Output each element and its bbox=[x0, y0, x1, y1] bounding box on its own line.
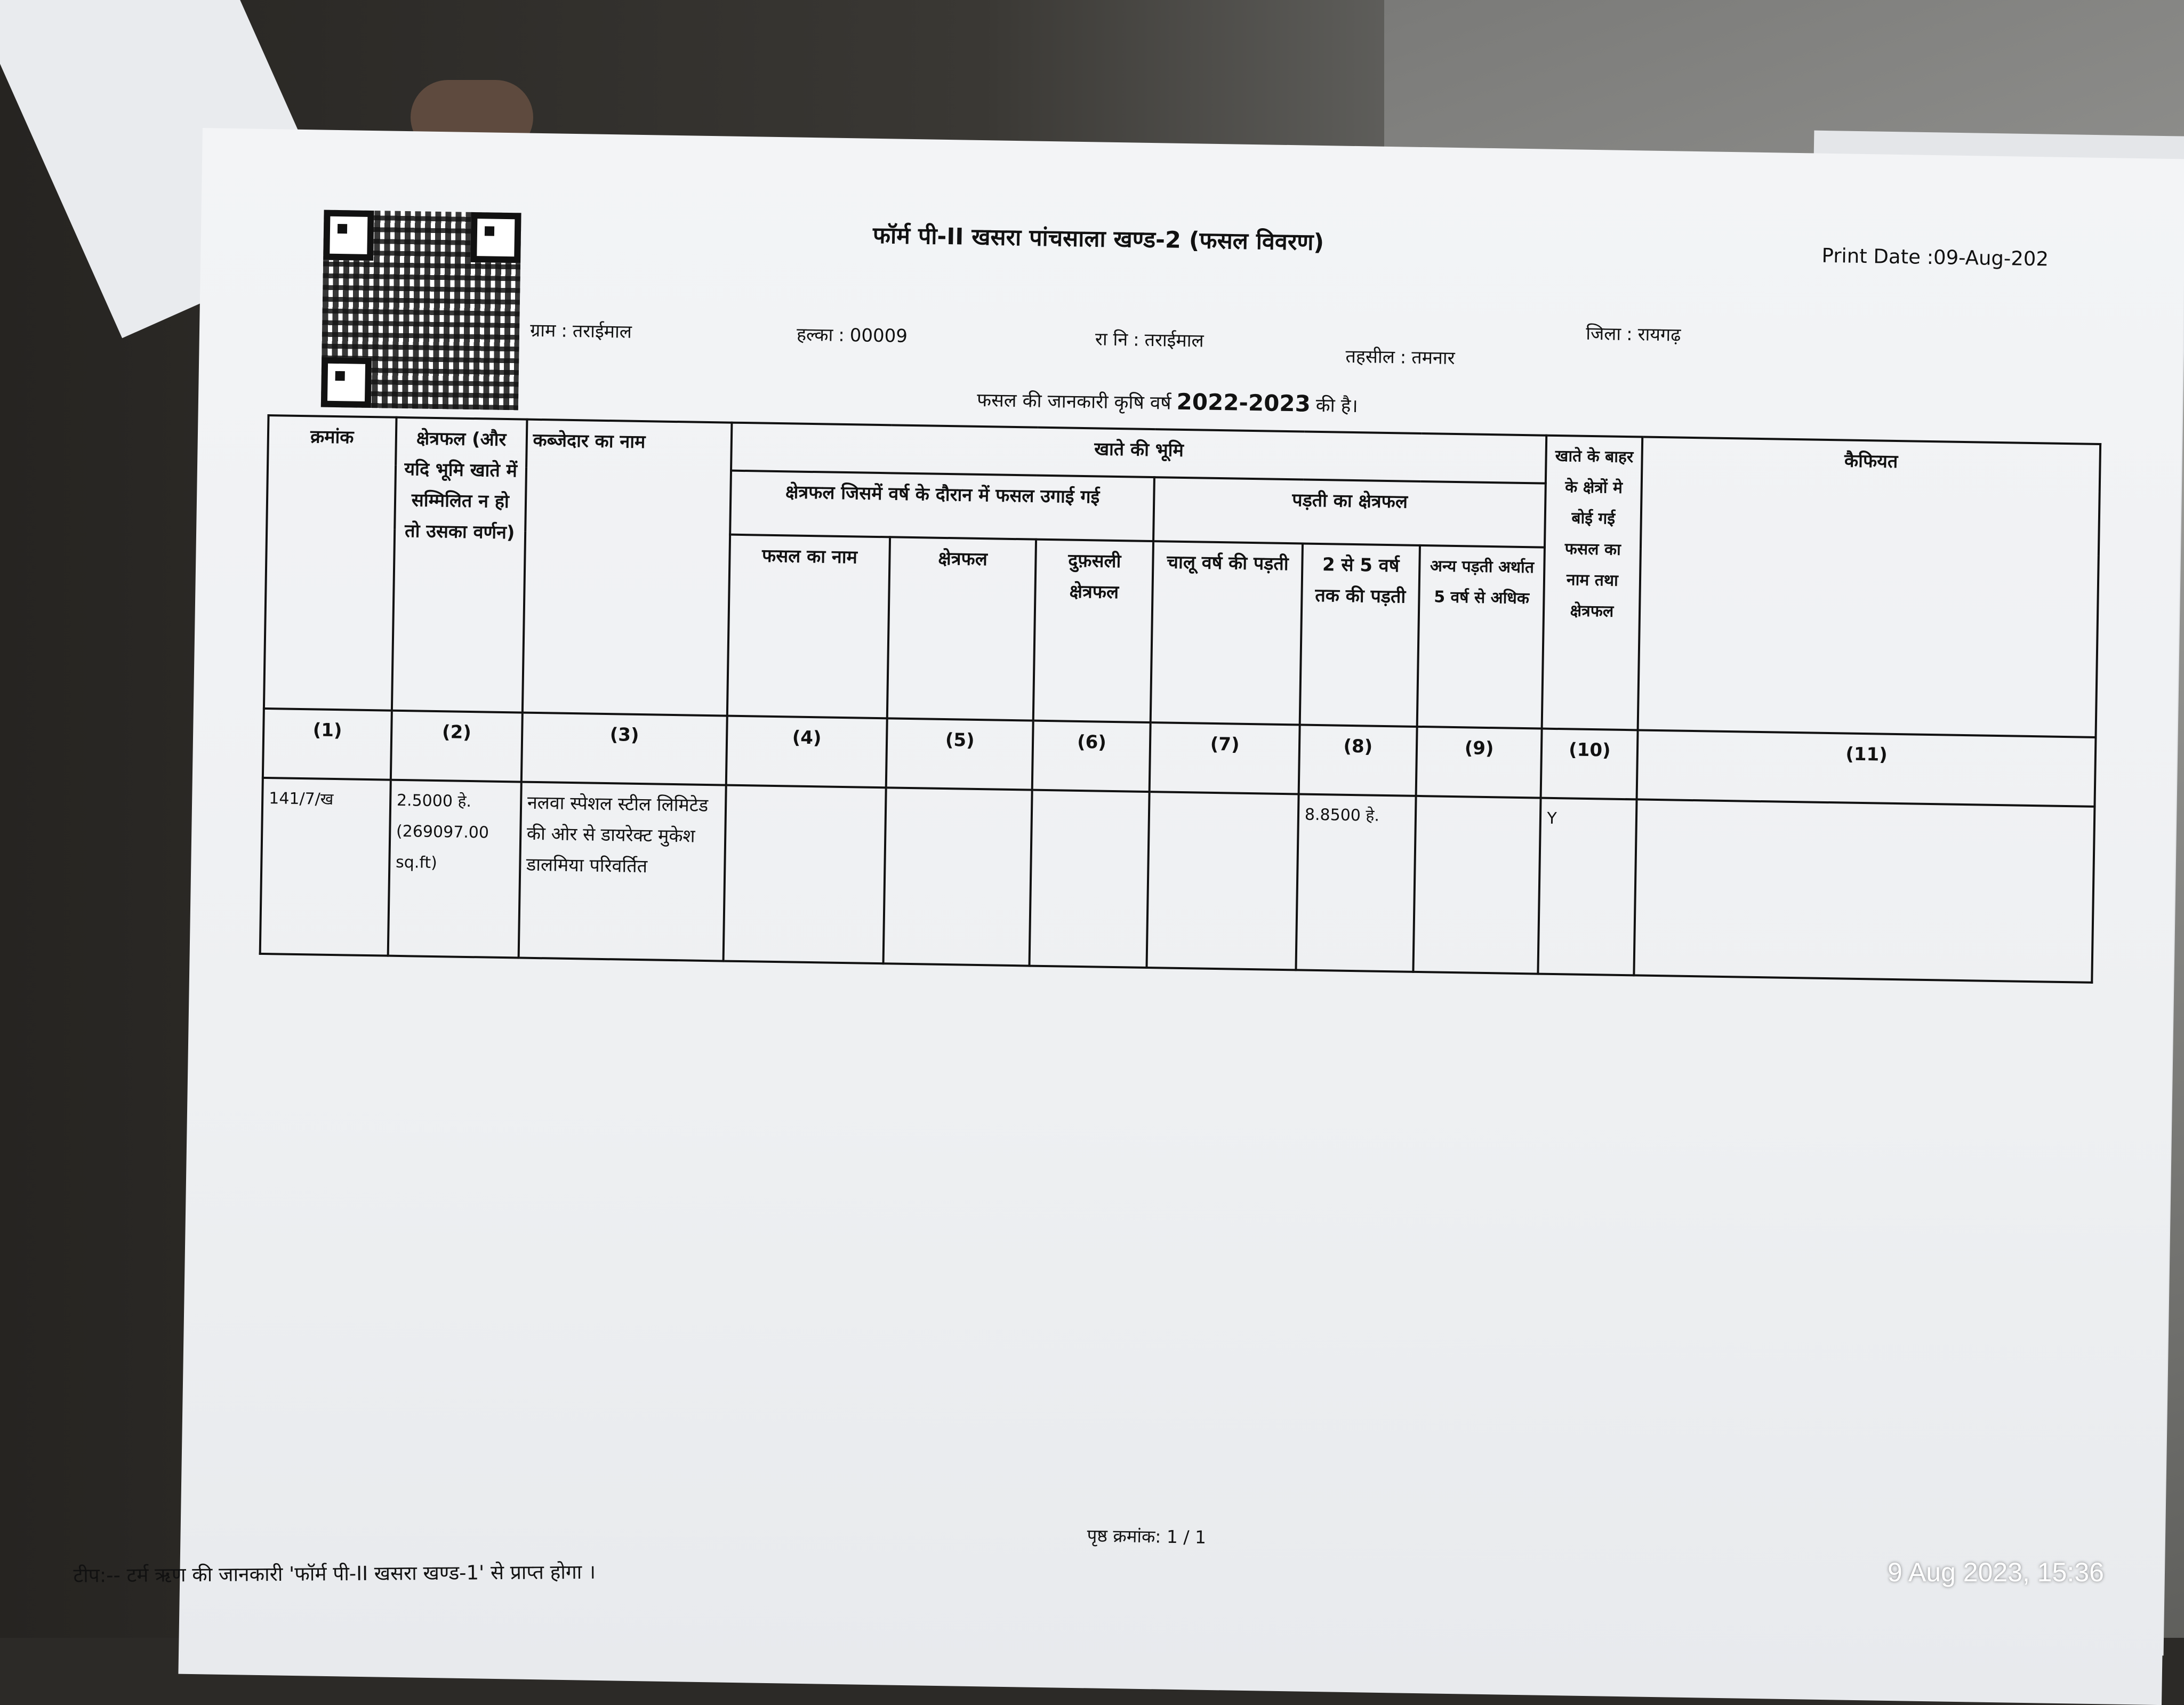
header-current-fallow: चालू वर्ष की पड़ती bbox=[1151, 541, 1303, 725]
header-other-fallow: अन्य पड़ती अर्थात 5 वर्ष से अधिक bbox=[1417, 545, 1545, 729]
tehsil-label: तहसील bbox=[1345, 345, 1395, 368]
header-double-crop: दुफ़सली क्षेत्रफल bbox=[1033, 540, 1153, 722]
halka-label: हल्का bbox=[796, 324, 833, 346]
column-number: (3) bbox=[521, 713, 727, 785]
header-holder: कब्जेदार का नाम bbox=[523, 420, 732, 716]
village-value: तराईमाल bbox=[572, 320, 632, 343]
cell-double-crop bbox=[1030, 790, 1150, 968]
column-number: (6) bbox=[1032, 721, 1151, 792]
tehsil-value: तमनार bbox=[1411, 347, 1455, 369]
qr-finder-icon bbox=[470, 212, 521, 263]
cell-remarks bbox=[1634, 799, 2095, 982]
document-title: फॉर्म पी-II खसरा पांचसाला खण्ड-2 (फसल विवरण) bbox=[872, 222, 1324, 256]
column-number: (11) bbox=[1637, 730, 2096, 806]
qr-code-icon bbox=[321, 210, 521, 411]
column-number: (5) bbox=[886, 718, 1034, 790]
village-info: ग्राम : तराईमाल bbox=[529, 319, 632, 343]
halka-info: हल्का : 00009 bbox=[796, 324, 908, 347]
qr-finder-icon bbox=[323, 210, 374, 261]
header-outside-khata: खाते के बाहर के क्षेत्रों मे बोई गई फसल का नाम तथा क्षेत्रफल bbox=[1542, 436, 1642, 730]
column-number: (7) bbox=[1150, 722, 1300, 794]
halka-value: 00009 bbox=[849, 325, 908, 347]
cell-fallow-2-5: 8.8500 हे. bbox=[1296, 794, 1416, 971]
column-number: (2) bbox=[391, 711, 523, 782]
header-serial: क्रमांक bbox=[264, 415, 396, 711]
revenue-circle-info: रा नि : तराईमाल bbox=[1095, 328, 1204, 352]
district-info: जिला : रायगढ़ bbox=[1585, 323, 1681, 346]
column-number: (9) bbox=[1416, 727, 1542, 798]
district-value: रायगढ़ bbox=[1637, 324, 1681, 346]
header-crop-name: फसल का नाम bbox=[727, 535, 890, 719]
revenue-circle-label: रा नि bbox=[1095, 328, 1128, 351]
crop-year-line bbox=[977, 385, 1358, 418]
crop-year-value: 2022-2023 bbox=[1176, 388, 1311, 417]
header-fallow-2-5: 2 से 5 वर्ष तक की पड़ती bbox=[1300, 543, 1420, 726]
header-khata-land: खाते की भूमि bbox=[731, 423, 1547, 484]
cell-area: 2.5000 हे. (269097.00 sq.ft) bbox=[388, 780, 521, 958]
column-number: (8) bbox=[1299, 725, 1417, 795]
column-number: (10) bbox=[1541, 729, 1638, 800]
header-fallow-area: पड़ती का क्षेत्रफल bbox=[1153, 477, 1546, 548]
district-label: जिला bbox=[1585, 323, 1621, 345]
column-number: (4) bbox=[726, 716, 887, 788]
photo-timestamp: 9 Aug 2023, 15:36 bbox=[1888, 1557, 2104, 1587]
column-number: (1) bbox=[263, 709, 392, 780]
revenue-circle-value: तराईमाल bbox=[1144, 329, 1204, 352]
cell-serial: 141/7/ख bbox=[260, 778, 391, 956]
print-date: Print Date :09-Aug-202 bbox=[1821, 244, 2049, 271]
header-area: क्षेत्रफल (और यदि भूमि खाते में सम्मिलित न हो तो उसका वर्णन) bbox=[392, 417, 527, 713]
village-label: ग्राम bbox=[529, 319, 556, 342]
cell-outside-khata: Y bbox=[1538, 798, 1637, 976]
qr-finder-icon bbox=[321, 357, 372, 408]
crop-year-prefix: फसल की जानकारी कृषि वर्ष bbox=[976, 389, 1171, 414]
cell-crop-name bbox=[724, 785, 886, 964]
page-number: पृष्ठ क्रमांक: 1 / 1 bbox=[1087, 1525, 1207, 1548]
cell-crop-area bbox=[883, 787, 1032, 966]
cell-other-fallow bbox=[1413, 796, 1541, 974]
crop-details-table bbox=[259, 414, 2102, 984]
header-crop-area: क्षेत्रफल bbox=[887, 537, 1037, 720]
footer-note: टीप:-- टर्म ऋण की जानकारी 'फॉर्म पी-II खसरा खण्ड-1' से प्राप्त होगा । bbox=[73, 1560, 596, 1587]
tehsil-info: तहसील : तमनार bbox=[1345, 345, 1455, 369]
header-remarks: कैफियत bbox=[1638, 437, 2100, 737]
cell-current-fallow bbox=[1147, 792, 1299, 970]
cell-holder: नलवा स्पेशल स्टील लिमिटेड की ओर से डायरेक्ट मुकेश डालमिया परिवर्तित bbox=[518, 782, 726, 961]
header-cropped-area: क्षेत्रफल जिसमें वर्ष के दौरान में फसल उगाई गई bbox=[730, 471, 1154, 541]
table-row bbox=[260, 778, 2095, 983]
document-page bbox=[73, 128, 2184, 1705]
crop-year-suffix: की है। bbox=[1315, 395, 1359, 417]
